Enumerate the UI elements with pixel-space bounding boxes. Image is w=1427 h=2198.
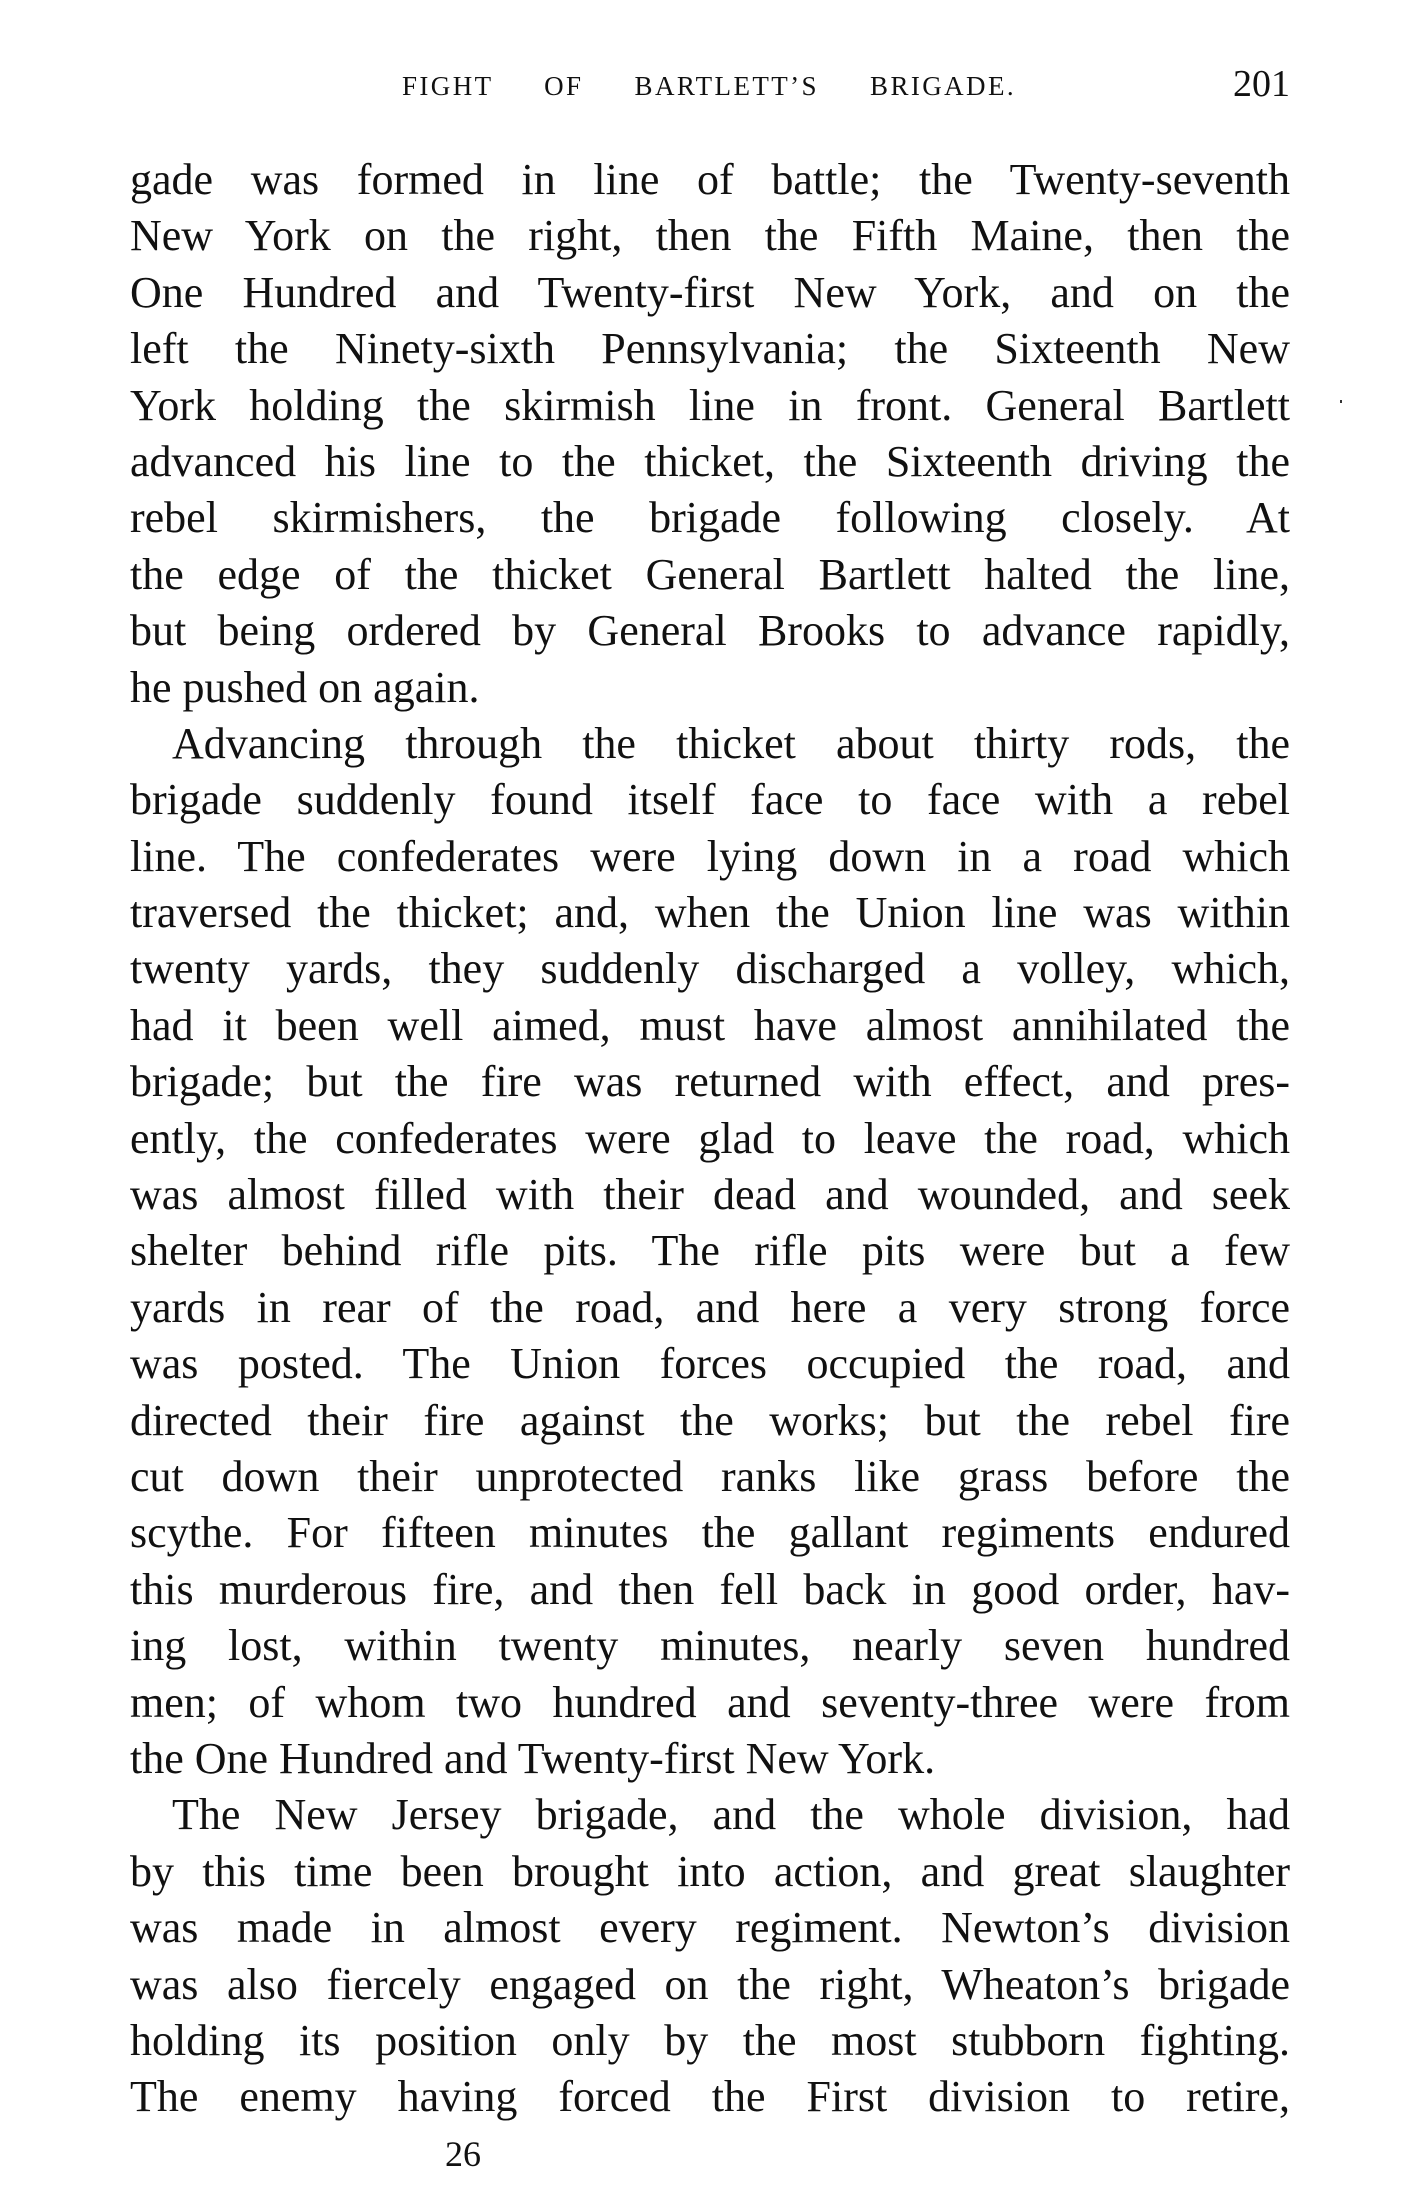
text-line: cut down their unprotected ranks like grass before the <box>130 1451 1290 1501</box>
text-line: scythe. For fifteen minutes the gallant regiments endured <box>130 1508 1290 1558</box>
paragraph <box>130 152 1290 716</box>
text-line: One Hundred and Twenty-first New York, and on the <box>130 267 1290 317</box>
text-line: the edge of the thicket General Bartlett halted the line, <box>130 549 1290 599</box>
text-line: had it been well aimed, must have almost annihilated the <box>130 1000 1290 1050</box>
scan-speck <box>1340 400 1342 403</box>
paragraph <box>130 1787 1290 2125</box>
body-text <box>130 152 1290 2126</box>
paragraph <box>130 716 1290 1787</box>
page-number: 201 <box>1233 63 1290 105</box>
text-line: he pushed on again. <box>130 662 480 712</box>
text-line: advanced his line to the thicket, the Sixteenth driving the <box>130 436 1290 486</box>
text-line: was also fiercely engaged on the right, Wheaton’s brigade <box>130 1959 1290 2009</box>
text-line: line. The confederates were lying down in a road which <box>130 831 1290 881</box>
text-line: traversed the thicket; and, when the Union line was within <box>130 888 1290 938</box>
text-line: was almost filled with their dead and wounded, and seek <box>130 1170 1290 1220</box>
text-line: shelter behind rifle pits. The rifle pits were but a few <box>130 1226 1290 1276</box>
text-line: The New Jersey brigade, and the whole division, had <box>172 1790 1290 1840</box>
text-line: gade was formed in line of battle; the Twenty-seventh <box>130 155 1290 204</box>
text-line: was posted. The Union forces occupied the road, and <box>130 1339 1290 1389</box>
text-line: ently, the confederates were glad to leave the road, which <box>130 1113 1290 1163</box>
text-line: but being ordered by General Brooks to advance rapidly, <box>130 606 1290 656</box>
text-line: the One Hundred and Twenty-first New York. <box>130 1733 936 1783</box>
text-line: brigade suddenly found itself face to face with a rebel <box>130 775 1290 825</box>
running-head: FIGHT OF BARTLETT’S BRIGADE. <box>402 71 1016 101</box>
text-line: twenty yards, they suddenly discharged a volley, which, <box>130 944 1290 994</box>
text-line: holding its position only by the most stubborn fighting. <box>130 2015 1290 2065</box>
text-line: The enemy having forced the First division to retire, <box>130 2072 1290 2122</box>
text-line: was made in almost every regiment. Newton’s division <box>130 1903 1290 1953</box>
text-line: York holding the skirmish line in front. General Bartlett <box>130 380 1290 430</box>
text-line: left the Ninety-sixth Pennsylvania; the Sixteenth New <box>130 324 1290 374</box>
text-line: Advancing through the thicket about thirty rods, the <box>172 718 1290 768</box>
text-line: directed their fire against the works; but the rebel fire <box>130 1395 1290 1445</box>
text-line: this murderous fire, and then fell back in good order, hav- <box>130 1564 1290 1614</box>
text-line: by this time been brought into action, and great slaughter <box>130 1846 1290 1896</box>
text-line: brigade; but the fire was returned with effect, and pres- <box>130 1057 1290 1107</box>
signature-mark: 26 <box>445 2134 481 2174</box>
text-line: rebel skirmishers, the brigade following closely. At <box>130 493 1290 543</box>
text-line: New York on the right, then the Fifth Maine, then the <box>130 211 1290 261</box>
text-line: ing lost, within twenty minutes, nearly seven hundred <box>130 1621 1290 1671</box>
text-line: yards in rear of the road, and here a very strong force <box>130 1282 1290 1332</box>
text-line: men; of whom two hundred and seventy-three were from <box>130 1677 1290 1727</box>
